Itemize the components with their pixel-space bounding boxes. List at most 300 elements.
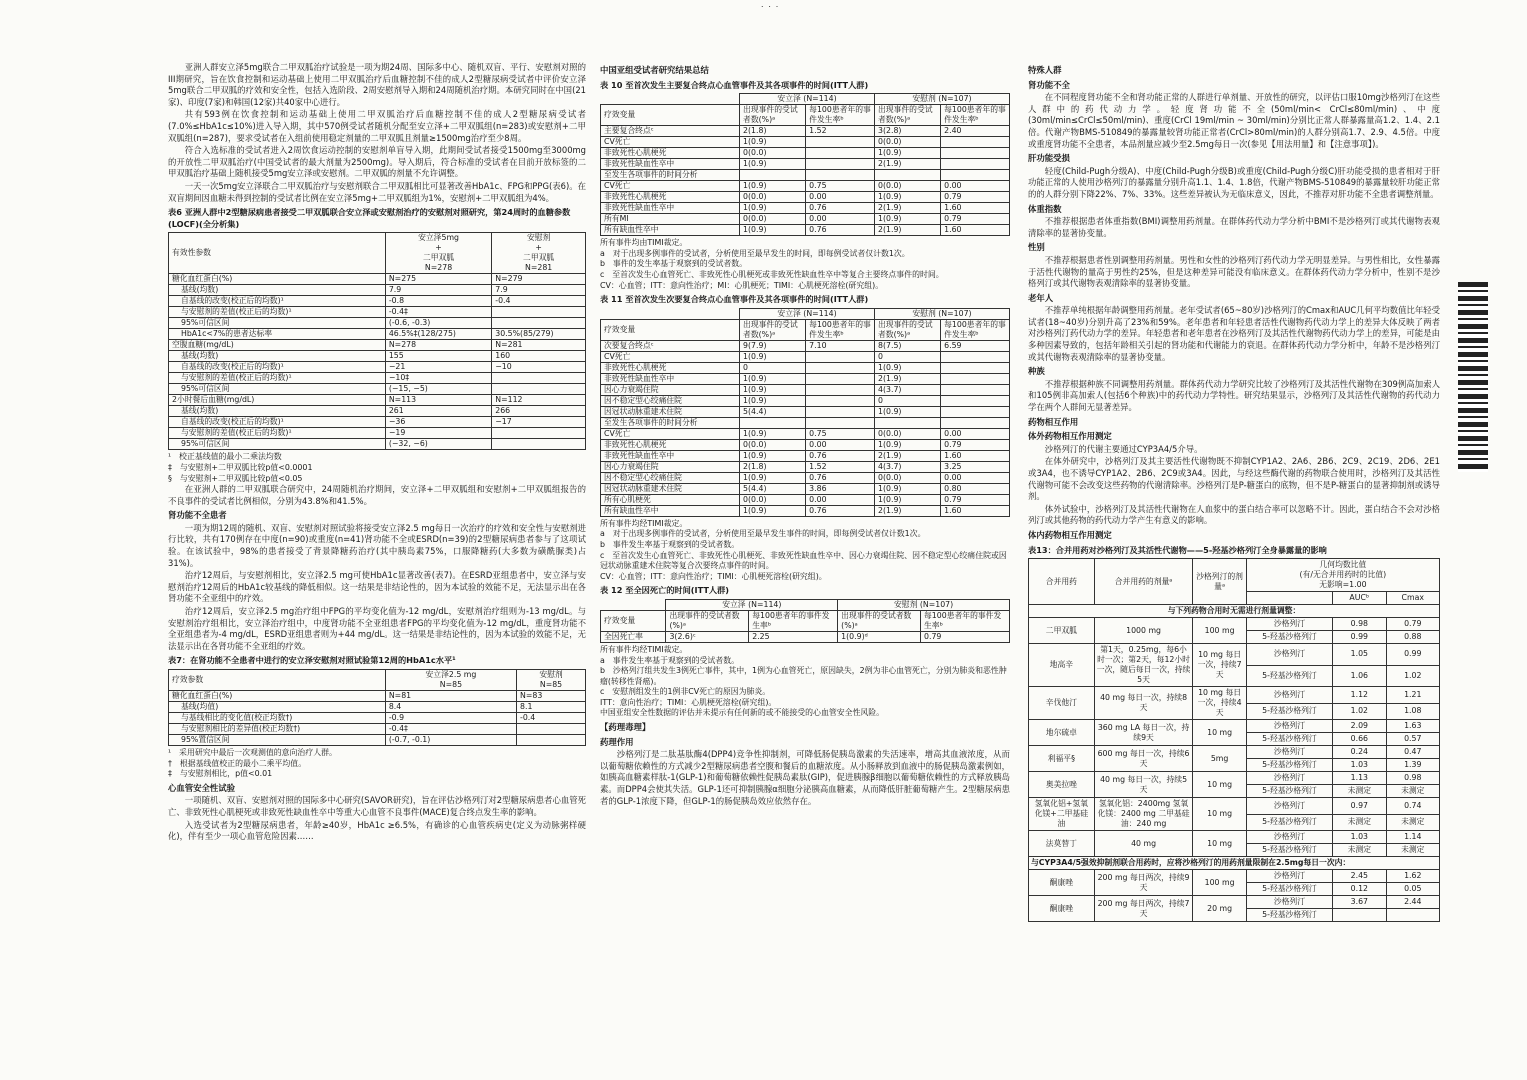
table-note: b 沙格列汀组共发生3例死亡事件，其中，1例为心血管死亡，原因缺失，2例为非心血管死亡，分别为肺炎和恶性肿瘤(转移性肾癌)。 [600, 666, 1007, 686]
subsection-heading: 肝功能受损 [1028, 153, 1070, 164]
table-cell: 8.1 [517, 702, 586, 713]
table-cell: 0.79 [921, 631, 1010, 642]
table-cell [492, 318, 586, 329]
table-row [169, 735, 586, 746]
table-cell: N=113 [385, 395, 491, 406]
table-cell: 95%可信区间 [169, 384, 386, 395]
table-header-row [169, 670, 586, 691]
table-cell: 0.00 [806, 192, 875, 203]
table-cell: N=275 [385, 274, 491, 285]
table-caption: 表7：在肾功能不全患者中进行的安立泽安慰剂对照试验第12周的HbA1c水平¹ [168, 655, 456, 666]
table-row [169, 274, 586, 285]
table-cell: 0(0.0) [875, 181, 941, 192]
table-cell: 2(1.9) [875, 203, 941, 214]
table-cell: 酮康唑 [1029, 870, 1095, 896]
table-cell: −17 [492, 417, 586, 428]
paragraph: 符合入选标准的受试者进入2周饮食运动控制的安慰剂单盲导入期，此期间受试者接受1500mg至3000mg的开放性二甲双胍治疗(中国受试者的最大剂量为2500mg)。导入期后，符合标准的受试者在目前开放标签的二甲双胍治疗基础上随机接受5mg安立泽或安慰剂。二甲双胍的剂量不允许调整。 [168, 145, 586, 179]
table-cell: 酮康唑 [1029, 896, 1095, 922]
table-cell: 1(0.9) [875, 192, 941, 203]
table-row [1029, 687, 1440, 704]
table-cell [517, 735, 586, 746]
table-cell [941, 362, 1010, 373]
table-cell: 5-羟基沙格列汀 [1246, 733, 1332, 746]
table-row [601, 384, 1010, 395]
table-cell: 1(0.9) [740, 395, 806, 406]
table-cell: 沙格列汀 [1246, 831, 1332, 844]
table-row [601, 505, 1010, 516]
table-cell: 自基线的改变(校正后的均数)¹ [169, 296, 386, 307]
paragraph: 共有593例在饮食控制和运动基础上使用二甲双胍治疗后血糖控制不佳的成人2型糖尿病受试者(7.0%≤HbA1c≤10%)进入导入期，其中570例受试者随机分配至安立泽+二甲双胍组(n=283)或安慰剂+二甲双胍组(n=287)，要求受试者在入组前使用稳定剂量的二甲双胍且剂量≥1500mg治疗至少8周。 [168, 109, 586, 143]
table-cell: 因冠状动脉重建术住院 [601, 483, 740, 494]
table-cell: -0.9 [385, 713, 516, 724]
table-row [1029, 644, 1440, 666]
table-cell: 2(1.9) [875, 225, 941, 236]
table-cell: 7.9 [492, 285, 586, 296]
table-cell: 所有MI [601, 214, 740, 225]
table-cell [740, 170, 806, 181]
paragraph: 不推荐根据患者体重指数(BMI)调整用药剂量。在群体药代动力学分析中BMI不是沙格列汀或其代谢物表观清除率的显著协变量。 [1028, 216, 1440, 238]
table-note: c 安慰剂组发生的1例非CV死亡的原因为肺炎。 [600, 687, 771, 697]
table-cell: 10 mg 每日一次，持续7天 [1193, 644, 1246, 687]
table-cell: 100 mg [1193, 870, 1246, 896]
table-cell: 空腹血糖(mg/dL) [169, 340, 386, 351]
paragraph: 轻度(Child-Pugh分级A)、中度(Child-Pugh分级B)或重度(Child-Pugh分级C)肝功能受损的患者相对于肝功能正常的人使用沙格列汀的暴露量分别升高1.1、1.4、1.8倍，代谢产物BMS-510849的暴露量较肝功能正常的的人群分别下降22%、7%、33%。这些差异被认为无临床意义，因此，不推荐对肝功能不全患者调整剂量。 [1028, 165, 1440, 199]
table-cell: N=281 [492, 340, 586, 351]
table-cell: 与安慰剂的差值(校正后的均数)¹ [169, 373, 386, 384]
table-cell: 沙格列汀 [1246, 720, 1332, 733]
table-header: 每100患者年的事件发生率ᵇ [941, 105, 1010, 126]
table-row [169, 439, 586, 450]
table-header: 安慰剂 N=85 [517, 670, 586, 691]
table-cell: 0(0.0) [740, 148, 806, 159]
table-cell: 100 mg [1193, 618, 1246, 644]
table-row [601, 181, 1010, 192]
table-cell: 1(0.9) [875, 439, 941, 450]
table-row [169, 318, 586, 329]
table-cell: 法莫替丁 [1029, 831, 1095, 857]
table-notes [600, 645, 1010, 719]
table-note: ‡ 与安慰剂相比，p值<0.01 [168, 769, 273, 779]
table-header: 安立泽5mg + 二甲双胍 N=278 [385, 233, 491, 274]
table-note: c 至首次发生心血管死亡、非致死性心肌梗死或非致死性缺血性卒中等复合主要终点事件的时间。 [600, 269, 944, 279]
table-cell [492, 307, 586, 318]
table-cell: 沙格列汀 [1246, 746, 1332, 759]
table-cell: 0.79 [1386, 618, 1439, 631]
table-cell: 1(0.9) [740, 137, 806, 148]
table-7 [168, 669, 586, 746]
table-cell: 0.12 [1333, 883, 1386, 896]
table-row [169, 724, 586, 735]
table-cell: 2.45 [1333, 870, 1386, 883]
table-cell: 2.40 [941, 126, 1010, 137]
table-header-row [601, 105, 1010, 126]
table-cell: 40 mg 每日一次，持续5天 [1094, 772, 1193, 798]
table-cell: 0.76 [806, 450, 875, 461]
table-header: 沙格列汀的剂量ᵃ [1193, 559, 1246, 605]
table-cell: 0.74 [1386, 798, 1439, 815]
table-cell: 1000 mg [1094, 618, 1193, 644]
table-cell [941, 384, 1010, 395]
table-cell: 95%可信区间 [169, 439, 386, 450]
paragraph: 沙格列汀是二肽基肽酶4(DPP4)竞争性抑制剂，可降低肠促胰岛激素的失活速率，增高其血液浓度，从而以葡萄糖依赖性的方式减少2型糖尿病患者空腹和餐后的血糖浓度。从小肠释放到血液中的肠促胰岛激素例如，如胰高血糖素样肽-1(GLP-1)和葡萄糖依赖性促胰岛素肽(GIP)，促进胰腺β细胞以葡萄糖依赖性的方式释放胰岛素。而DPP4会使其失活。GLP-1还可抑制胰腺α细胞分泌胰高血糖素，从而降低肝脏葡萄糖产生。2型糖尿病患者的GLP-1浓度下降，但GLP-1的肠促胰岛效应依然存在。 [600, 749, 1010, 806]
table-header-row [1029, 559, 1440, 592]
table-row [169, 417, 586, 428]
table-note: a 对于出现多例事件的受试者，分析使用至最早发生事件的时间，即每例受试者仅计数1次。 [600, 529, 926, 539]
table-cell: 5-羟基沙格列汀 [1246, 844, 1332, 857]
section-heading: 中国亚组受试者研究结果总结 [600, 65, 709, 75]
table-row [601, 406, 1010, 417]
table-11 [600, 308, 1010, 517]
table-cell: 第1天，0.25mg，每6小时一次；第2天，每12小时一次，随后每日一次，持续5天 [1094, 644, 1193, 687]
table-cell: 5-羟基沙格列汀 [1246, 703, 1332, 720]
table-cell: N=278 [385, 340, 491, 351]
table-header: 合并用药 [1029, 559, 1095, 605]
table-cell [806, 159, 875, 170]
table-note: a 事件发生率基于观察到的受试者数。 [600, 655, 739, 665]
table-cell: 0.75 [806, 428, 875, 439]
table-row [601, 373, 1010, 384]
table-cell: N=279 [492, 274, 586, 285]
table-cell: 1.52 [806, 126, 875, 137]
table-cell: (−15, −5) [385, 384, 491, 395]
table-group-header: 安慰剂 (N=107) [875, 94, 1010, 105]
table-cell [875, 417, 941, 428]
table-note: b 事件的发生率基于观察到的受试者数。 [600, 259, 748, 269]
table-cell: 1.06 [1333, 665, 1386, 687]
table-cell: 1(0.9) [740, 428, 806, 439]
table-cell: 0.79 [941, 494, 1010, 505]
table-cell [941, 417, 1010, 428]
table-row [1029, 870, 1440, 883]
table-cell: 1(0.9) [740, 505, 806, 516]
table-row [169, 296, 586, 307]
table-cell: 因心力衰竭住院 [601, 461, 740, 472]
table-cell: 1.05 [1333, 644, 1386, 666]
table-cell [806, 373, 875, 384]
table-cell: 非致死性心肌梗死 [601, 439, 740, 450]
table-cell: 20 mg [1193, 896, 1246, 922]
table-cell: 1(0.9) [875, 494, 941, 505]
table-cell: 糖化血红蛋白(%) [169, 691, 386, 702]
table-cell: 沙格列汀 [1246, 870, 1332, 883]
table-header-row [601, 610, 1010, 631]
table-cell: 0.75 [806, 181, 875, 192]
table-cell: −10 [492, 362, 586, 373]
paragraph: 不推荐根据患者性别调整用药剂量。男性和女性的沙格列汀药代动力学无明显差异。与男性相比，女性暴露于活性代谢物的量高于男性约25%，但是这种差异可能没有临床意义。在群体药代动力学分析中，性别不是沙格列汀或其代谢物表观清除率的显著协变量。 [1028, 254, 1440, 289]
table-row [169, 713, 586, 724]
column-1 [168, 62, 586, 1072]
table-row [601, 126, 1010, 137]
table-row [601, 340, 1010, 351]
table-cell [492, 384, 586, 395]
table-cell [492, 373, 586, 384]
table-group-header: 安慰剂 (N=107) [875, 308, 1010, 319]
table-cell: 所有心肌梗死 [601, 494, 740, 505]
table-cell: 未测定 [1386, 844, 1439, 857]
table-cell: CV死亡 [601, 181, 740, 192]
table-header: 出现事件的受试者数(%)ᵃ [666, 610, 749, 631]
paragraph: 不推荐根据种族不同调整用药剂量。群体药代动力学研究比较了沙格列汀及其活性代谢物在309例高加索人和105例非高加索人(包括6个种族)中的药代动力学特性。研究结果显示，沙格列汀及其活性代谢物的药代动力学在两个人群间无显著差异。 [1028, 378, 1440, 413]
table-cell: 1.62 [1386, 870, 1439, 883]
table-cell: 0.99 [1333, 631, 1386, 644]
paragraph: 沙格列汀的代谢主要通过CYP3A4/5介导。 [1044, 443, 1203, 454]
table-header: Cmax [1386, 592, 1439, 605]
table-row [169, 702, 586, 713]
table-header: 有效性参数 [169, 233, 386, 274]
table-cell: 1.60 [941, 450, 1010, 461]
table-cell: 沙格列汀 [1246, 687, 1332, 704]
table-cell: 1.39 [1386, 759, 1439, 772]
table-header: 疗效变量 [601, 105, 740, 126]
paragraph: 在体外研究中，沙格列汀及其主要活性代谢物既不抑制CYP1A2、2A6、2B6、2C9、2C19、2D6、2E1或3A4，也不诱导CYP1A2、2B6、2C9或3A4。因此，与经这些酶代谢的药物联合使用时，沙格列汀及其活性代谢物可能不会改变这些药物的代谢清除率。沙格列汀是P-糖蛋白的底物，但不是P-糖蛋白的显著抑制剂或诱导剂。 [1028, 456, 1440, 502]
table-header: 每100患者年的事件发生率ᵇ [806, 105, 875, 126]
table-header-row [601, 319, 1010, 340]
top-mark: ˙ ˙ ˙ [760, 6, 780, 16]
table-cell: 二甲双胍 [1029, 618, 1095, 644]
table-row [601, 137, 1010, 148]
table-group-header: 安立泽 (N=114) [740, 94, 875, 105]
table-row [601, 472, 1010, 483]
table-cell: −36 [385, 417, 491, 428]
table-cell: 2.09 [1333, 720, 1386, 733]
table-cell: 主要复合终点ᶜ [601, 126, 740, 137]
table-cell: 266 [492, 406, 586, 417]
table-cell: 4(3.7) [875, 384, 941, 395]
table-row [169, 351, 586, 362]
table-row [601, 631, 1010, 642]
table-cell: 奥美拉唑 [1029, 772, 1095, 798]
table-cell: 未测定 [1333, 814, 1386, 831]
table-cell: 1.60 [941, 203, 1010, 214]
table-cell: 95%置信区间 [169, 735, 386, 746]
table-cell: 10 mg [1193, 798, 1246, 831]
paragraph: 一项随机、双盲、安慰剂对照的国际多中心研究(SAVOR研究)，旨在评估沙格列汀对2型糖尿病患者心血管死亡、非致死性心肌梗死或非致死性缺血性卒中等重大心血管不良事件(MACE)复合终点发生率的影响。 [168, 795, 586, 817]
table-cell: 40 mg [1094, 831, 1193, 857]
paragraph: 一天一次5mg安立泽联合二甲双胍治疗与安慰剂联合二甲双胍相比可显著改善HbA1c、FPG和PPG(表6)。在双盲期间因血糖未得到控制的受试者比例在安立泽5mg+二甲双胍组为1%，安慰剂+二甲双胍组为4%。 [168, 180, 586, 203]
table-row [1029, 720, 1440, 733]
table-cell: 1(0.9) [740, 225, 806, 236]
table-cell: −21 [385, 362, 491, 373]
table-cell: 0.05 [1386, 883, 1439, 896]
table-cell: 1.63 [1386, 720, 1439, 733]
table-cell: 2.25 [749, 631, 838, 642]
table-note: ¹ 校正基线值的最小二乘法均数 [168, 452, 282, 462]
table-6 [168, 232, 586, 450]
table-cell: CV死亡 [601, 428, 740, 439]
table-cell: 所有缺血性卒中 [601, 225, 740, 236]
table-row [169, 362, 586, 373]
table-header: 安慰剂 + 二甲双胍 N=281 [492, 233, 586, 274]
table-group-header: 安立泽 (N=114) [740, 308, 875, 319]
table-cell: 利福平§ [1029, 746, 1095, 772]
table-cell: 0.98 [1333, 618, 1386, 631]
table-cell: 0.79 [941, 192, 1010, 203]
table-cell: -0.8 [385, 296, 491, 307]
table-note: 所有事件均由TIMI裁定。 [600, 238, 688, 248]
table-cell [941, 395, 1010, 406]
table-cell: 1.21 [1386, 687, 1439, 704]
subsection-heading: 药理作用 [600, 736, 634, 747]
table-row [601, 483, 1010, 494]
table-caption: 表13：合并用药对沙格列汀及其活性代谢物——5-羟基沙格列汀全身暴露量的影响 [1028, 544, 1327, 555]
table-row [601, 170, 1010, 181]
table-header: 出现事件的受试者数(%)ᵃ [740, 105, 806, 126]
table-cell: 未测定 [1333, 785, 1386, 798]
table-cell: 5-羟基沙格列汀 [1246, 665, 1332, 687]
table-cell: 0.00 [806, 214, 875, 225]
table-cell: 5-羟基沙格列汀 [1246, 909, 1332, 922]
table-cell [806, 395, 875, 406]
table-cell [492, 439, 586, 450]
table-row [169, 406, 586, 417]
table-group-row [601, 599, 1010, 610]
table-cell: 0.76 [806, 225, 875, 236]
table-cell: 10 mg [1193, 831, 1246, 857]
table-cell: 5-羟基沙格列汀 [1246, 631, 1332, 644]
table-header: 几何均数比值 (有/无合并用药时的比值) 无影响=1.00 [1246, 559, 1439, 592]
table-cell: -0.4 [517, 713, 586, 724]
table-cell [941, 137, 1010, 148]
table-caption: 表 12 至全因死亡的时间(ITT人群) [600, 585, 730, 596]
table-cell: 未测定 [1386, 814, 1439, 831]
table-cell: 未测定 [1386, 785, 1439, 798]
table-cell: 1(0.9) [740, 450, 806, 461]
table-cell: 氢氧化铝：2400mg 氢氧化镁：2400 mg 二甲基硅油：240 mg [1094, 798, 1193, 831]
paragraph: 在亚洲人群的二甲双胍联合研究中，24周随机治疗期间，安立泽+二甲双胍组和安慰剂+二甲双胍组报告的不良事件的受试者比例相似，分别为43.8%和41.5%。 [168, 484, 586, 506]
table-cell [941, 159, 1010, 170]
table-cell: 8.4 [385, 702, 516, 713]
table-cell: 非致死性缺血性卒中 [601, 373, 740, 384]
table-cell: 3.25 [941, 461, 1010, 472]
table-cell: 非致死性心肌梗死 [601, 362, 740, 373]
table-cell: 因不稳定型心绞痛住院 [601, 395, 740, 406]
table-header: 每100患者年的事件发生率ᵇ [921, 610, 1010, 631]
table-row [601, 214, 1010, 225]
table-cell: 2(1.9) [875, 373, 941, 384]
table-cell: 5(4.4) [740, 483, 806, 494]
table-cell [941, 373, 1010, 384]
paragraph: 亚洲人群安立泽5mg联合二甲双胍治疗试验是一项为期24周、国际多中心、随机双盲、平行、安慰剂对照的III期研究，旨在饮食控制和运动基础上使用二甲双胍治疗后血糖控制不佳的成人2型糖尿病受试者中评价安立泽5mg联合二甲双胍的疗效和安全性，包括入选阶段、2周安慰剂导入期和24周随机治疗期。本研究同时在中国(21家)、印度(7家)和韩国(12家)共40家中心进行。 [168, 62, 586, 107]
table-cell [806, 362, 875, 373]
table-cell: 0(0.0) [875, 472, 941, 483]
table-cell: 95%可信区间 [169, 318, 386, 329]
table-cell: 0(0.0) [875, 428, 941, 439]
table-cell: 1.52 [806, 461, 875, 472]
table-cell: (−32, −6) [385, 439, 491, 450]
table-cell: −19 [385, 428, 491, 439]
table-cell [806, 170, 875, 181]
table-cell: 非致死性缺血性卒中 [601, 159, 740, 170]
table-12 [600, 599, 1010, 643]
paragraph: 一项为期12周的随机、双盲、安慰剂对照试验将接受安立泽2.5 mg每日一次治疗的疗效和安全性与安慰剂进行比较，共有170例存在中度(n=90)或重度(n=41)肾功能不全或ESRD(n=39)的2型糖尿病患者参与了这项试验。在该试验中，98%的患者接受了背景降糖药治疗(其中胰岛素75%，口服降糖药(大多数为磺酰脲类)占31%)。 [168, 522, 586, 568]
table-body [169, 691, 586, 746]
column-2 [600, 62, 1010, 1072]
table-cell: 0(0.0) [740, 494, 806, 505]
table-note: CV：心血管；ITT：意向性治疗；TIMI：心肌梗死溶栓(研究组)。 [600, 571, 827, 581]
table-cell: 非致死性缺血性卒中 [601, 450, 740, 461]
table-cell: 所有缺血性卒中 [601, 505, 740, 516]
subsection-heading: 体重指数 [1028, 203, 1062, 214]
table-cell: −10‡ [385, 373, 491, 384]
table-row [169, 307, 586, 318]
table-body [601, 631, 1010, 642]
barcode-strip [1458, 282, 1488, 472]
table-cell: 1.14 [1386, 831, 1439, 844]
table-row [1029, 831, 1440, 844]
table-header-row [169, 233, 586, 274]
table-body [601, 340, 1010, 516]
table-cell: 2(1.8) [740, 126, 806, 137]
table-cell [1386, 909, 1439, 922]
table-row [169, 691, 586, 702]
table-header: 出现事件的受试者数(%)ᵃ [875, 319, 941, 340]
table-cell: 3.67 [1333, 896, 1386, 909]
table-cell: 0.66 [1333, 733, 1386, 746]
table-cell: 与安慰剂的差值(校正后的均数)¹ [169, 428, 386, 439]
table-cell: 10 mg [1193, 772, 1246, 798]
table-cell: 与安慰剂的差值(校正后的均数)¹ [169, 307, 386, 318]
table-cell: 3(2.8) [875, 126, 941, 137]
section-heading: 肾功能不全患者 [168, 510, 227, 521]
table-cell [875, 170, 941, 181]
table-header: 合并用药的剂量ᵃ [1094, 559, 1193, 605]
paragraph: 治疗12周后，安立泽2.5 mg治疗组中FPG的平均变化值为-12 mg/dL，安慰剂治疗组则为-13 mg/dL。与安慰剂治疗组相比，安立泽治疗组中，中度肾功能不全亚组患者FPG的平均变化值为-12 mg/dL，重度肾功能不全亚组患者为-4 mg/dL，ESRD亚组患者则为+44 mg/dL。这一结果是非结论性的，因为本试验的效能不足，无法显示出在各肾功能不全亚组的疗效。 [168, 606, 586, 651]
table-cell: 155 [385, 351, 491, 362]
table-row [601, 148, 1010, 159]
table-cell: 2(1.9) [875, 450, 941, 461]
table-cell: 糖化血红蛋白(%) [169, 274, 386, 285]
table-row [601, 494, 1010, 505]
table-cell: 0.76 [806, 505, 875, 516]
table-cell [517, 724, 586, 735]
table-header: 每100患者年的事件发生率ᵇ [941, 319, 1010, 340]
table-cell: 1.03 [1333, 831, 1386, 844]
subsection-heading: 性别 [1028, 242, 1045, 253]
table-cell: 自基线的改变(校正后的均数)¹ [169, 417, 386, 428]
column-3 [1028, 62, 1440, 1072]
table-cell: 4(3.7) [875, 461, 941, 472]
table-cell: 因冠状动脉重建术住院 [601, 406, 740, 417]
table-note: ‡ 与安慰剂+二甲双胍比较p值<0.0001 [168, 462, 313, 472]
table-header: 出现事件的受试者数(%)ᵃ [875, 105, 941, 126]
table-cell: N=112 [492, 395, 586, 406]
table-cell: 1.12 [1333, 687, 1386, 704]
table-cell: 0(0.0) [740, 214, 806, 225]
table-cell: -0.4 [492, 296, 586, 307]
table-cell: 0.79 [941, 214, 1010, 225]
subsection-heading: 体内药物相互作用测定 [1028, 529, 1112, 540]
table-row [1029, 798, 1440, 815]
table-header: 每100患者年的事件发生率ᵇ [749, 610, 838, 631]
table-cell: 0.47 [1386, 746, 1439, 759]
table-row [601, 225, 1010, 236]
table-cell: 2(1.8) [740, 461, 806, 472]
paragraph: 体外试验中，沙格列汀及其活性代谢物在人血浆中的蛋白结合率可以忽略不计。因此，蛋白结合不会对沙格列汀或其他药物的药代动力学产生有意义的影响。 [1028, 503, 1440, 526]
table-cell: 1(0.9) [740, 181, 806, 192]
table-row [601, 450, 1010, 461]
table-section: 与CYP3A4/5强效抑制剂联合用药时，应将沙格列汀的用药剂量限制在2.5mg每日一次内： [1029, 857, 1440, 870]
table-body [169, 274, 586, 450]
table-cell: 5(4.4) [740, 406, 806, 417]
table-row [169, 395, 586, 406]
table-cell [1333, 909, 1386, 922]
table-row [601, 461, 1010, 472]
table-cell: 3(2.6)ᶜ [666, 631, 749, 642]
table-caption: 表 11 至首次发生次要复合终点心血管事件及其各项事件的时间(ITT人群) [600, 294, 869, 305]
table-cell: 1(0.9) [740, 373, 806, 384]
table-cell: 沙格列汀 [1246, 618, 1332, 631]
table-cell: 2(1.9) [875, 505, 941, 516]
